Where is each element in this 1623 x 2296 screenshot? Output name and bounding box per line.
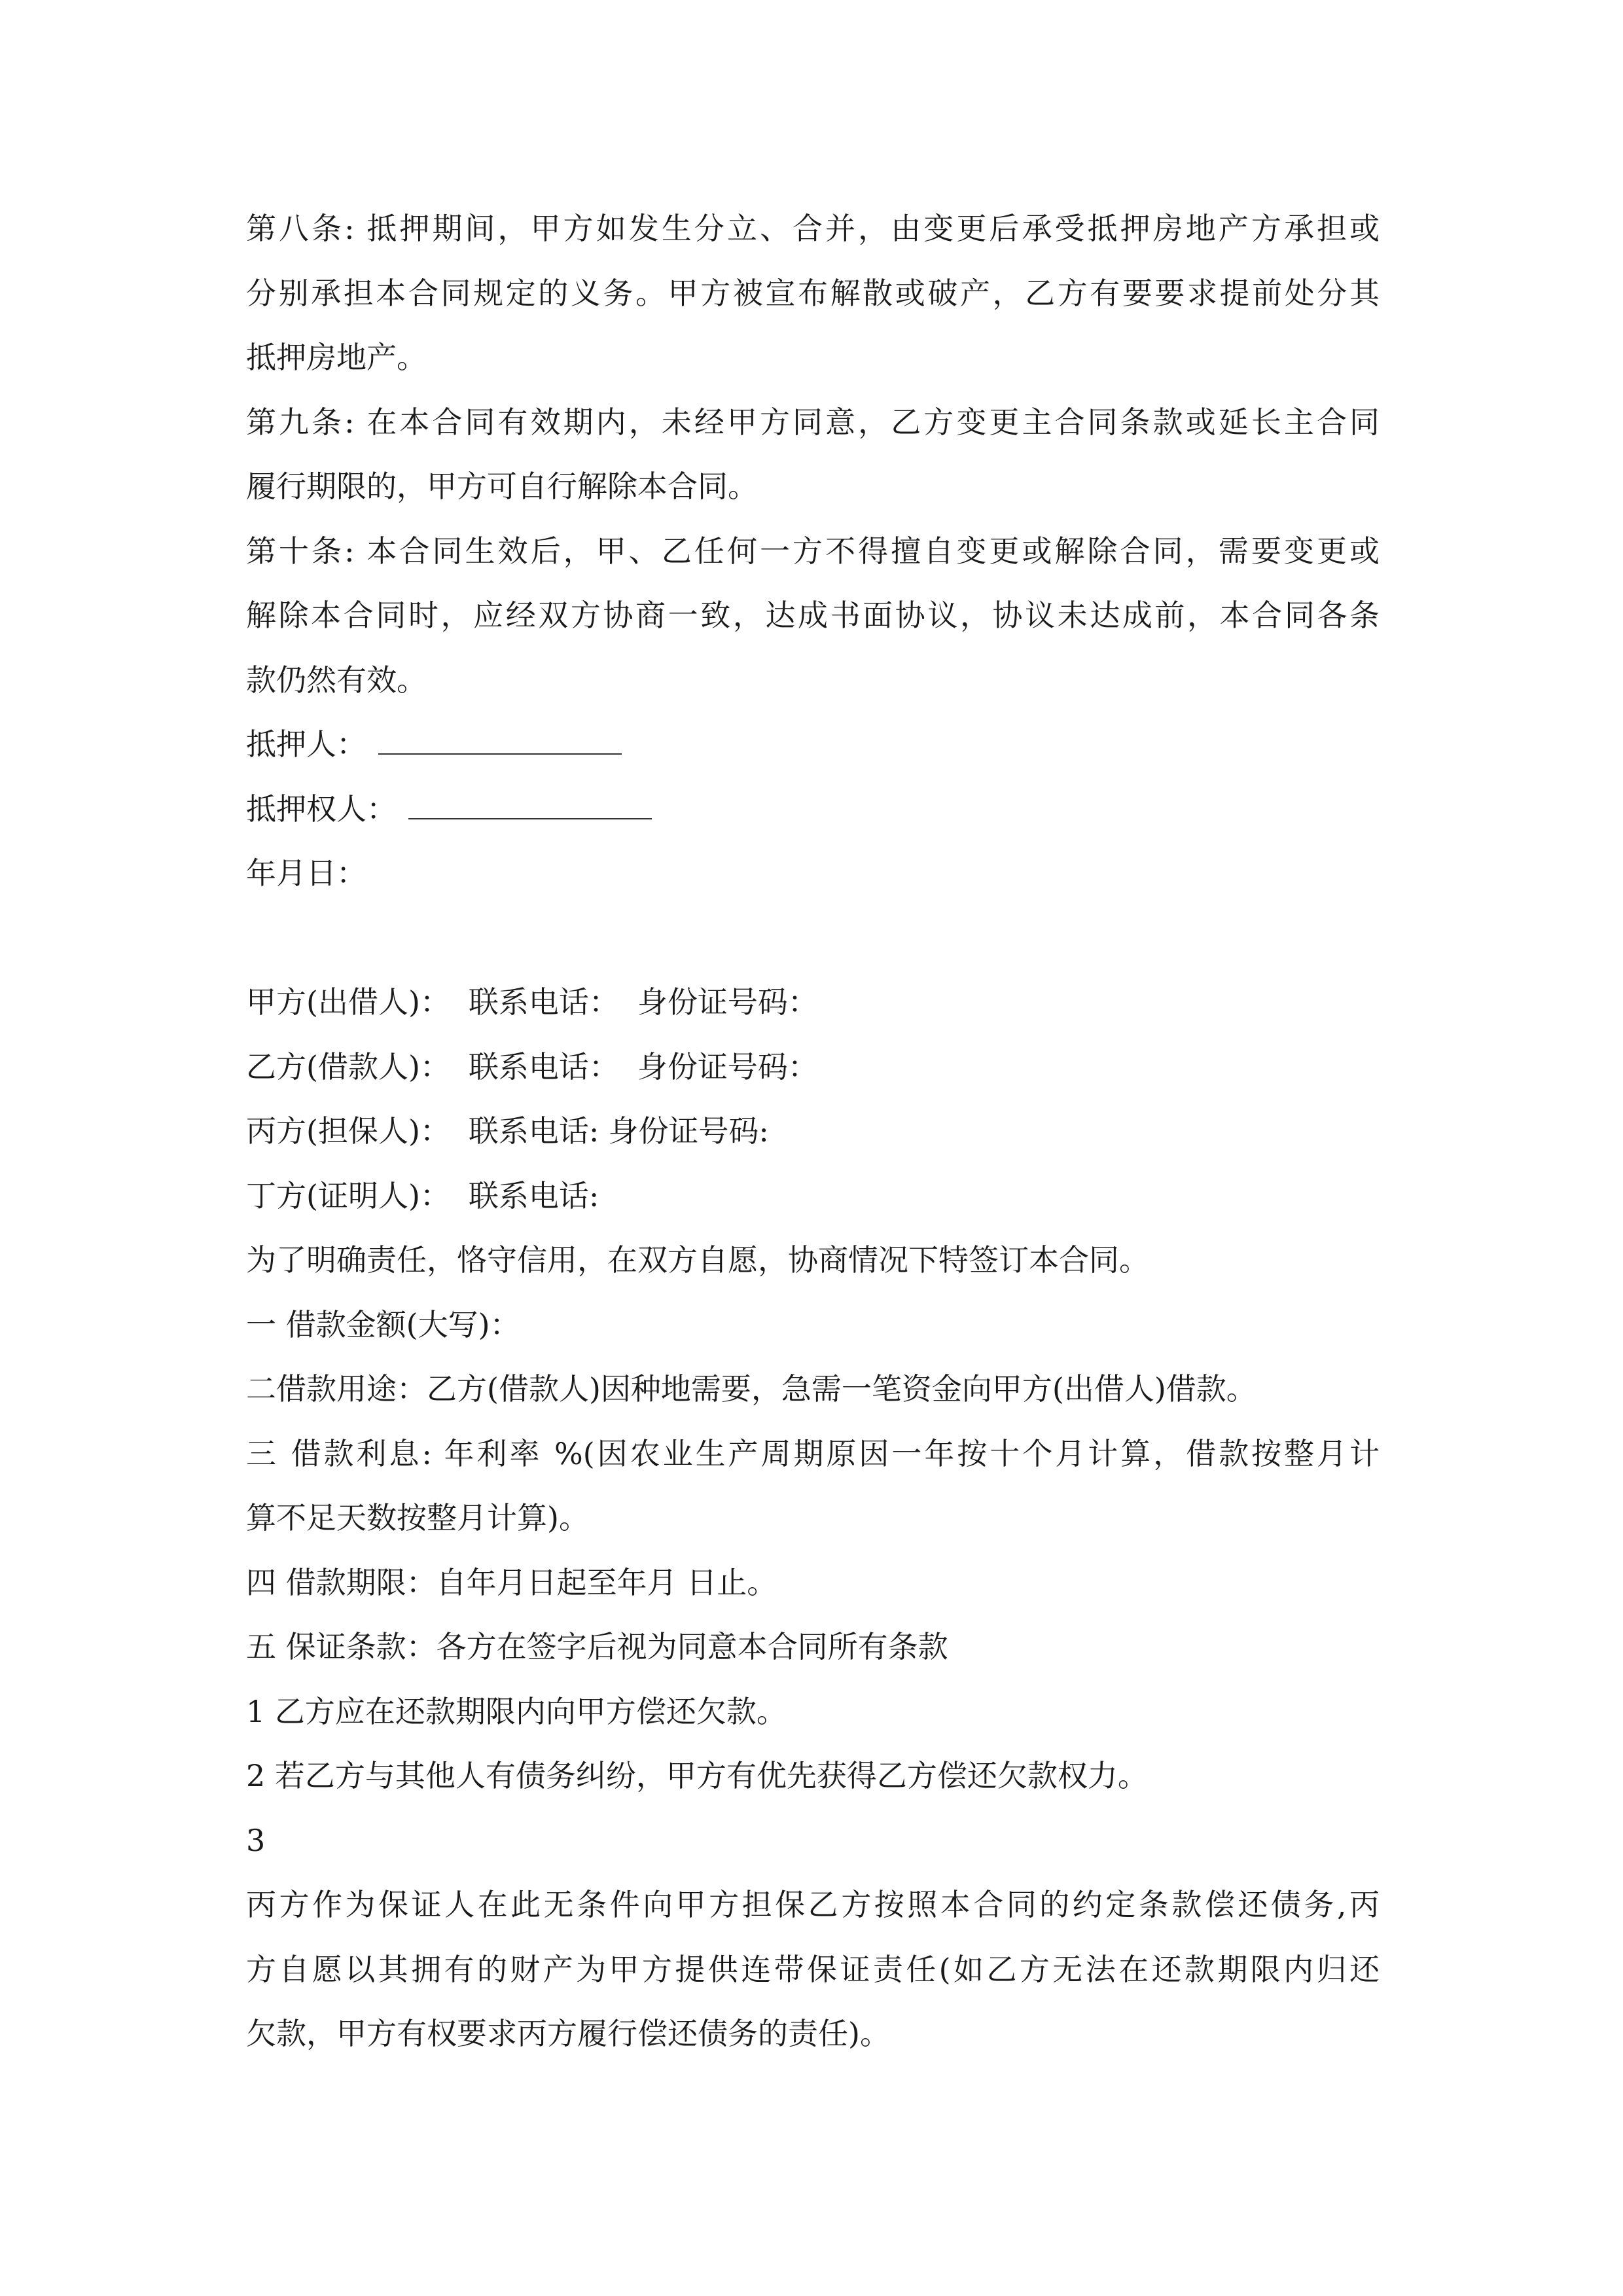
clause-3-line-3: 欠款，甲方有权要求丙方履行偿还债务的责任)。 <box>246 2016 890 2051</box>
witness-phone-label: 联系电话: <box>468 1177 599 1213</box>
mortgagor-signature-line <box>246 712 1380 777</box>
article-10-line-1: 第十条: 本合同生效后，甲、乙任何一方不得擅自变更或解除合同，需要变更或 <box>246 533 1380 569</box>
clause-3-line-2: 方自愿以其拥有的财产为甲方提供连带保证责任(如乙方无法在还款期限内归还 <box>246 1951 1380 1987</box>
clause-3-number: 3 <box>246 1822 266 1858</box>
lender-phone-label: 联系电话： <box>468 984 619 1020</box>
clause-1: 1 乙方应在还款期限内向甲方偿还欠款。 <box>246 1693 787 1729</box>
borrower-id-label: 身份证号码： <box>637 1049 818 1085</box>
loan-term-item: 四 借款期限：自年月日起至年月 日止。 <box>246 1564 777 1600</box>
borrower-line <box>246 1035 1380 1100</box>
article-10 <box>246 519 1380 713</box>
article-9-line-2: 履行期限的，甲方可自行解除本合同。 <box>246 469 758 504</box>
document-page <box>246 196 1380 2066</box>
article-8-line-3: 抵押房地产。 <box>246 340 427 375</box>
guarantor-id-label: 身份证号码: <box>608 1113 769 1149</box>
article-9 <box>246 390 1380 519</box>
guarantor-phone-label: 联系电话: <box>468 1113 599 1149</box>
clause-2: 2 若乙方与其他人有债务纠纷，甲方有优先获得乙方偿还欠款权力。 <box>246 1758 1148 1793</box>
article-9-line-1: 第九条: 在本合同有效期内，未经甲方同意，乙方变更主合同条款或延长主合同 <box>246 404 1380 440</box>
section-gap <box>246 906 1380 971</box>
loan-interest-item <box>246 1422 1380 1551</box>
mortgagee-blank[interactable] <box>408 796 652 819</box>
loan-purpose-item: 二借款用途：乙方(借款人)因种地需要，急需一笔资金向甲方(出借人)借款。 <box>246 1371 1257 1407</box>
guarantee-terms-item: 五 保证条款：各方在签字后视为同意本合同所有条款 <box>246 1629 948 1664</box>
mortgagee-label: 抵押权人： <box>246 791 397 827</box>
guarantor-label: 丙方(担保人)： <box>246 1113 450 1149</box>
clause-3-line-1: 丙方作为保证人在此无条件向甲方担保乙方按照本合同的约定条款偿还债务,丙 <box>246 1887 1380 1922</box>
loan-interest-line-2: 算不足天数按整月计算)。 <box>246 1500 589 1535</box>
mortgagor-blank[interactable] <box>378 731 622 755</box>
witness-line <box>246 1164 1380 1229</box>
borrower-label: 乙方(借款人)： <box>246 1049 450 1085</box>
lender-label: 甲方(出借人)： <box>246 984 450 1020</box>
date-line: 年月日： <box>246 855 366 891</box>
article-8-line-1: 第八条: 抵押期间，甲方如发生分立、合并，由变更后承受抵押房地产方承担或 <box>246 211 1380 246</box>
article-8-line-2: 分别承担本合同规定的义务。甲方被宣布解散或破产，乙方有要要求提前处分其 <box>246 275 1380 311</box>
borrower-phone-label: 联系电话： <box>468 1049 619 1085</box>
article-8 <box>246 196 1380 390</box>
intro-paragraph: 为了明确责任，恪守信用，在双方自愿，协商情况下特签订本合同。 <box>246 1242 1149 1278</box>
mortgagor-label: 抵押人： <box>246 726 366 762</box>
mortgagee-signature-line <box>246 777 1380 842</box>
article-10-line-3: 款仍然有效。 <box>246 662 427 698</box>
article-10-line-2: 解除本合同时，应经双方协商一致，达成书面协议，协议未达成前，本合同各条 <box>246 598 1380 633</box>
loan-interest-line-1: 三 借款利息: 年利率 %(因农业生产周期原因一年按十个月计算，借款按整月计 <box>246 1435 1380 1471</box>
lender-id-label: 身份证号码： <box>637 984 818 1020</box>
loan-amount-item: 一 借款金额(大写)： <box>246 1306 520 1342</box>
witness-label: 丁方(证明人)： <box>246 1177 450 1213</box>
guarantor-line <box>246 1099 1380 1164</box>
lender-line <box>246 970 1380 1035</box>
clause-3 <box>246 1873 1380 2066</box>
